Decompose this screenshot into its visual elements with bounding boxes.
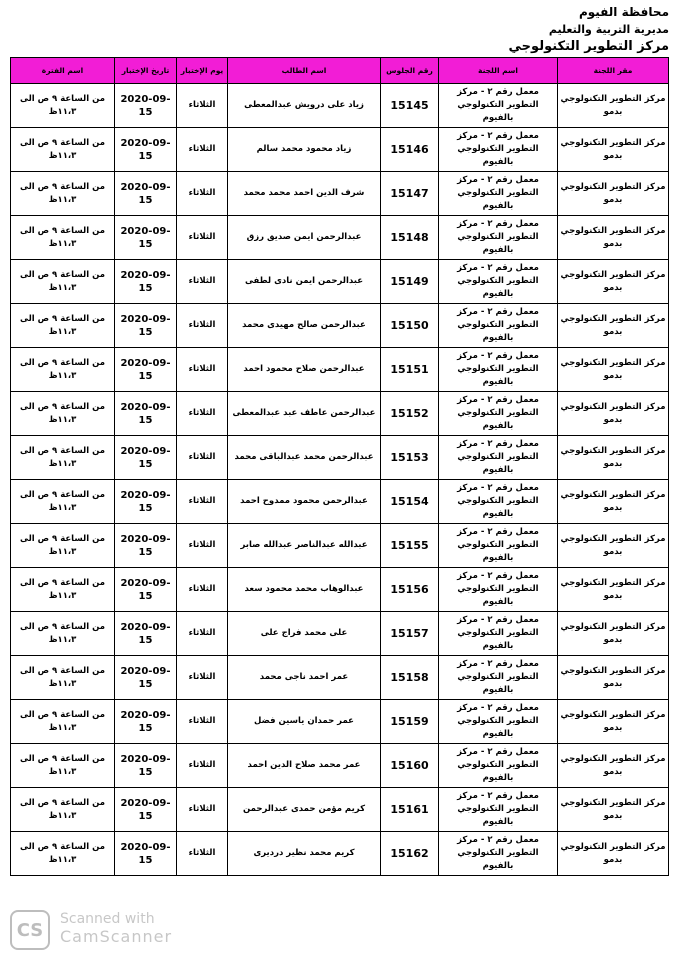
cell-exam-day: الثلاثاء: [177, 524, 228, 568]
cell-committee: معمل رقم ٢ - مركز التطوير التكنولوجي بالفيوم: [439, 700, 558, 744]
directorate-title: مديرية التربية والتعليم: [548, 23, 669, 36]
cell-exam-date: 2020-09-15: [115, 700, 177, 744]
cell-period: من الساعة ٩ ص الى ١١،٣ظ: [11, 568, 115, 612]
cell-period: من الساعة ٩ ص الى ١١،٣ظ: [11, 128, 115, 172]
table-row: [11, 700, 669, 744]
table-row: [11, 612, 669, 656]
cell-exam-date: 2020-09-15: [115, 524, 177, 568]
cell-committee: معمل رقم ٢ - مركز التطوير التكنولوجي بالفيوم: [439, 612, 558, 656]
cell-committee: معمل رقم ٢ - مركز التطوير التكنولوجي بالفيوم: [439, 84, 558, 128]
cell-student-name: عبدالرحمن ايمن صديق رزق: [228, 216, 381, 260]
cell-seat-number: 15162: [381, 832, 439, 876]
cell-center: مركز التطوير التكنولوجي بدمو: [558, 216, 669, 260]
table-row: [11, 172, 669, 216]
table-row: [11, 744, 669, 788]
cell-committee: معمل رقم ٢ - مركز التطوير التكنولوجي بالفيوم: [439, 656, 558, 700]
table-row: [11, 260, 669, 304]
cell-center: مركز التطوير التكنولوجي بدمو: [558, 392, 669, 436]
cell-center: مركز التطوير التكنولوجي بدمو: [558, 700, 669, 744]
cell-committee: معمل رقم ٢ - مركز التطوير التكنولوجي بالفيوم: [439, 172, 558, 216]
cell-exam-day: الثلاثاء: [177, 436, 228, 480]
cell-exam-day: الثلاثاء: [177, 260, 228, 304]
cell-seat-number: 15158: [381, 656, 439, 700]
document-header: [409, 0, 669, 55]
cell-seat-number: 15159: [381, 700, 439, 744]
cell-exam-date: 2020-09-15: [115, 568, 177, 612]
cell-seat-number: 15155: [381, 524, 439, 568]
cell-committee: معمل رقم ٢ - مركز التطوير التكنولوجي بالفيوم: [439, 788, 558, 832]
column-header-date: تاريخ الإختبار: [115, 58, 177, 84]
cell-exam-day: الثلاثاء: [177, 832, 228, 876]
cell-center: مركز التطوير التكنولوجي بدمو: [558, 568, 669, 612]
cell-exam-date: 2020-09-15: [115, 172, 177, 216]
cell-exam-date: 2020-09-15: [115, 348, 177, 392]
cell-exam-date: 2020-09-15: [115, 304, 177, 348]
cell-period: من الساعة ٩ ص الى ١١،٣ظ: [11, 304, 115, 348]
table-row: [11, 304, 669, 348]
table-row: [11, 788, 669, 832]
cell-period: من الساعة ٩ ص الى ١١،٣ظ: [11, 216, 115, 260]
table-row: [11, 568, 669, 612]
watermark-text: [60, 910, 172, 946]
cell-exam-day: الثلاثاء: [177, 348, 228, 392]
cell-exam-day: الثلاثاء: [177, 656, 228, 700]
cell-exam-date: 2020-09-15: [115, 392, 177, 436]
cell-period: من الساعة ٩ ص الى ١١،٣ظ: [11, 84, 115, 128]
cell-exam-day: الثلاثاء: [177, 172, 228, 216]
cell-exam-date: 2020-09-15: [115, 744, 177, 788]
cell-seat-number: 15156: [381, 568, 439, 612]
cell-period: من الساعة ٩ ص الى ١١،٣ظ: [11, 700, 115, 744]
cell-exam-day: الثلاثاء: [177, 84, 228, 128]
center-title: مركز التطوير التكنولوجي: [508, 39, 669, 54]
cell-period: من الساعة ٩ ص الى ١١،٣ظ: [11, 392, 115, 436]
cell-student-name: زياد محمود محمد سالم: [228, 128, 381, 172]
watermark-line2: CamScanner: [60, 927, 173, 946]
cell-student-name: زياد على درويش عبدالمعطى: [228, 84, 381, 128]
cell-exam-date: 2020-09-15: [115, 128, 177, 172]
cell-center: مركز التطوير التكنولوجي بدمو: [558, 832, 669, 876]
cell-exam-day: الثلاثاء: [177, 788, 228, 832]
cell-seat-number: 15153: [381, 436, 439, 480]
cell-student-name: عبدالرحمن محمود ممدوح احمد: [228, 480, 381, 524]
cell-student-name: عبدالرحمن ايمن نادى لطفى: [228, 260, 381, 304]
cell-exam-day: الثلاثاء: [177, 480, 228, 524]
cell-center: مركز التطوير التكنولوجي بدمو: [558, 304, 669, 348]
cell-period: من الساعة ٩ ص الى ١١،٣ظ: [11, 788, 115, 832]
cell-seat-number: 15147: [381, 172, 439, 216]
cell-student-name: كريم مؤمن حمدى عبدالرحمن: [228, 788, 381, 832]
cell-seat-number: 15161: [381, 788, 439, 832]
cell-center: مركز التطوير التكنولوجي بدمو: [558, 656, 669, 700]
cell-committee: معمل رقم ٢ - مركز التطوير التكنولوجي بالفيوم: [439, 524, 558, 568]
cell-period: من الساعة ٩ ص الى ١١،٣ظ: [11, 436, 115, 480]
cell-committee: معمل رقم ٢ - مركز التطوير التكنولوجي بالفيوم: [439, 128, 558, 172]
cell-seat-number: 15146: [381, 128, 439, 172]
cell-committee: معمل رقم ٢ - مركز التطوير التكنولوجي بالفيوم: [439, 480, 558, 524]
governorate-title: محافظة الفيوم: [578, 5, 669, 19]
cell-student-name: عبدالرحمن محمد عبدالباقى محمد: [228, 436, 381, 480]
cell-period: من الساعة ٩ ص الى ١١،٣ظ: [11, 656, 115, 700]
cell-exam-date: 2020-09-15: [115, 436, 177, 480]
cell-exam-date: 2020-09-15: [115, 832, 177, 876]
cell-center: مركز التطوير التكنولوجي بدمو: [558, 84, 669, 128]
column-header-center: مقر اللجنة: [558, 58, 669, 84]
cell-exam-date: 2020-09-15: [115, 656, 177, 700]
table-row: [11, 84, 669, 128]
table-row: [11, 480, 669, 524]
cell-student-name: على محمد فراج على: [228, 612, 381, 656]
cell-student-name: عبدالرحمن صلاح محمود احمد: [228, 348, 381, 392]
table-row: [11, 128, 669, 172]
cell-exam-date: 2020-09-15: [115, 216, 177, 260]
table-row: [11, 656, 669, 700]
cell-exam-day: الثلاثاء: [177, 744, 228, 788]
cell-exam-day: الثلاثاء: [177, 612, 228, 656]
cell-student-name: عمر احمد ناجى محمد: [228, 656, 381, 700]
cell-seat-number: 15151: [381, 348, 439, 392]
cell-seat-number: 15160: [381, 744, 439, 788]
cell-exam-date: 2020-09-15: [115, 260, 177, 304]
cell-center: مركز التطوير التكنولوجي بدمو: [558, 128, 669, 172]
cell-student-name: شرف الدين احمد محمد محمد: [228, 172, 381, 216]
cell-committee: معمل رقم ٢ - مركز التطوير التكنولوجي بالفيوم: [439, 216, 558, 260]
cell-seat-number: 15157: [381, 612, 439, 656]
cell-student-name: عمر حمدان ياسين فضل: [228, 700, 381, 744]
cell-center: مركز التطوير التكنولوجي بدمو: [558, 744, 669, 788]
table-body: [11, 84, 669, 876]
cell-center: مركز التطوير التكنولوجي بدمو: [558, 260, 669, 304]
cell-student-name: عبدالوهاب محمد محمود سعد: [228, 568, 381, 612]
cell-student-name: عبدالله عبدالناصر عبدالله صابر: [228, 524, 381, 568]
column-header-day: يوم الإختبار: [177, 58, 228, 84]
cell-committee: معمل رقم ٢ - مركز التطوير التكنولوجي بالفيوم: [439, 260, 558, 304]
table-row: [11, 216, 669, 260]
cell-period: من الساعة ٩ ص الى ١١،٣ظ: [11, 172, 115, 216]
cell-committee: معمل رقم ٢ - مركز التطوير التكنولوجي بالفيوم: [439, 832, 558, 876]
cell-period: من الساعة ٩ ص الى ١١،٣ظ: [11, 524, 115, 568]
column-header-seat: رقم الجلوس: [381, 58, 439, 84]
table-row: [11, 832, 669, 876]
column-header-period: اسم الفترة: [11, 58, 115, 84]
cell-exam-day: الثلاثاء: [177, 700, 228, 744]
cell-committee: معمل رقم ٢ - مركز التطوير التكنولوجي بالفيوم: [439, 568, 558, 612]
cell-exam-day: الثلاثاء: [177, 568, 228, 612]
cell-seat-number: 15149: [381, 260, 439, 304]
table-row: [11, 524, 669, 568]
table-row: [11, 348, 669, 392]
cell-period: من الساعة ٩ ص الى ١١،٣ظ: [11, 744, 115, 788]
cell-center: مركز التطوير التكنولوجي بدمو: [558, 524, 669, 568]
watermark-line1: Scanned with: [60, 911, 155, 927]
cell-exam-day: الثلاثاء: [177, 392, 228, 436]
cell-committee: معمل رقم ٢ - مركز التطوير التكنولوجي بالفيوم: [439, 436, 558, 480]
cell-seat-number: 15145: [381, 84, 439, 128]
table-row: [11, 436, 669, 480]
cell-center: مركز التطوير التكنولوجي بدمو: [558, 436, 669, 480]
cell-committee: معمل رقم ٢ - مركز التطوير التكنولوجي بالفيوم: [439, 744, 558, 788]
cell-period: من الساعة ٩ ص الى ١١،٣ظ: [11, 480, 115, 524]
cell-student-name: عبدالرحمن عاطف عبد عبدالمعطى: [228, 392, 381, 436]
cell-exam-day: الثلاثاء: [177, 216, 228, 260]
table-header-row: [11, 58, 669, 84]
cell-seat-number: 15148: [381, 216, 439, 260]
column-header-student: اسم الطالب: [228, 58, 381, 84]
cell-committee: معمل رقم ٢ - مركز التطوير التكنولوجي بالفيوم: [439, 348, 558, 392]
cell-center: مركز التطوير التكنولوجي بدمو: [558, 612, 669, 656]
cell-center: مركز التطوير التكنولوجي بدمو: [558, 480, 669, 524]
cell-center: مركز التطوير التكنولوجي بدمو: [558, 788, 669, 832]
cell-exam-date: 2020-09-15: [115, 84, 177, 128]
camscanner-logo-icon: CS: [10, 910, 50, 950]
exam-schedule-table: [10, 57, 669, 876]
cell-exam-day: الثلاثاء: [177, 304, 228, 348]
cell-seat-number: 15150: [381, 304, 439, 348]
cell-exam-date: 2020-09-15: [115, 612, 177, 656]
cell-student-name: عمر محمد صلاح الدين احمد: [228, 744, 381, 788]
column-header-committee: اسم اللجنة: [439, 58, 558, 84]
cell-seat-number: 15152: [381, 392, 439, 436]
cell-student-name: كريم محمد نظير درديرى: [228, 832, 381, 876]
table-row: [11, 392, 669, 436]
cell-center: مركز التطوير التكنولوجي بدمو: [558, 348, 669, 392]
cell-exam-date: 2020-09-15: [115, 480, 177, 524]
cell-period: من الساعة ٩ ص الى ١١،٣ظ: [11, 612, 115, 656]
cell-center: مركز التطوير التكنولوجي بدمو: [558, 172, 669, 216]
cell-exam-day: الثلاثاء: [177, 128, 228, 172]
cell-student-name: عبدالرحمن صالح مهيدى محمد: [228, 304, 381, 348]
cell-exam-date: 2020-09-15: [115, 788, 177, 832]
cell-committee: معمل رقم ٢ - مركز التطوير التكنولوجي بالفيوم: [439, 392, 558, 436]
camscanner-watermark: [10, 910, 190, 950]
cell-period: من الساعة ٩ ص الى ١١،٣ظ: [11, 260, 115, 304]
cell-committee: معمل رقم ٢ - مركز التطوير التكنولوجي بالفيوم: [439, 304, 558, 348]
cell-seat-number: 15154: [381, 480, 439, 524]
cell-period: من الساعة ٩ ص الى ١١،٣ظ: [11, 832, 115, 876]
cell-period: من الساعة ٩ ص الى ١١،٣ظ: [11, 348, 115, 392]
